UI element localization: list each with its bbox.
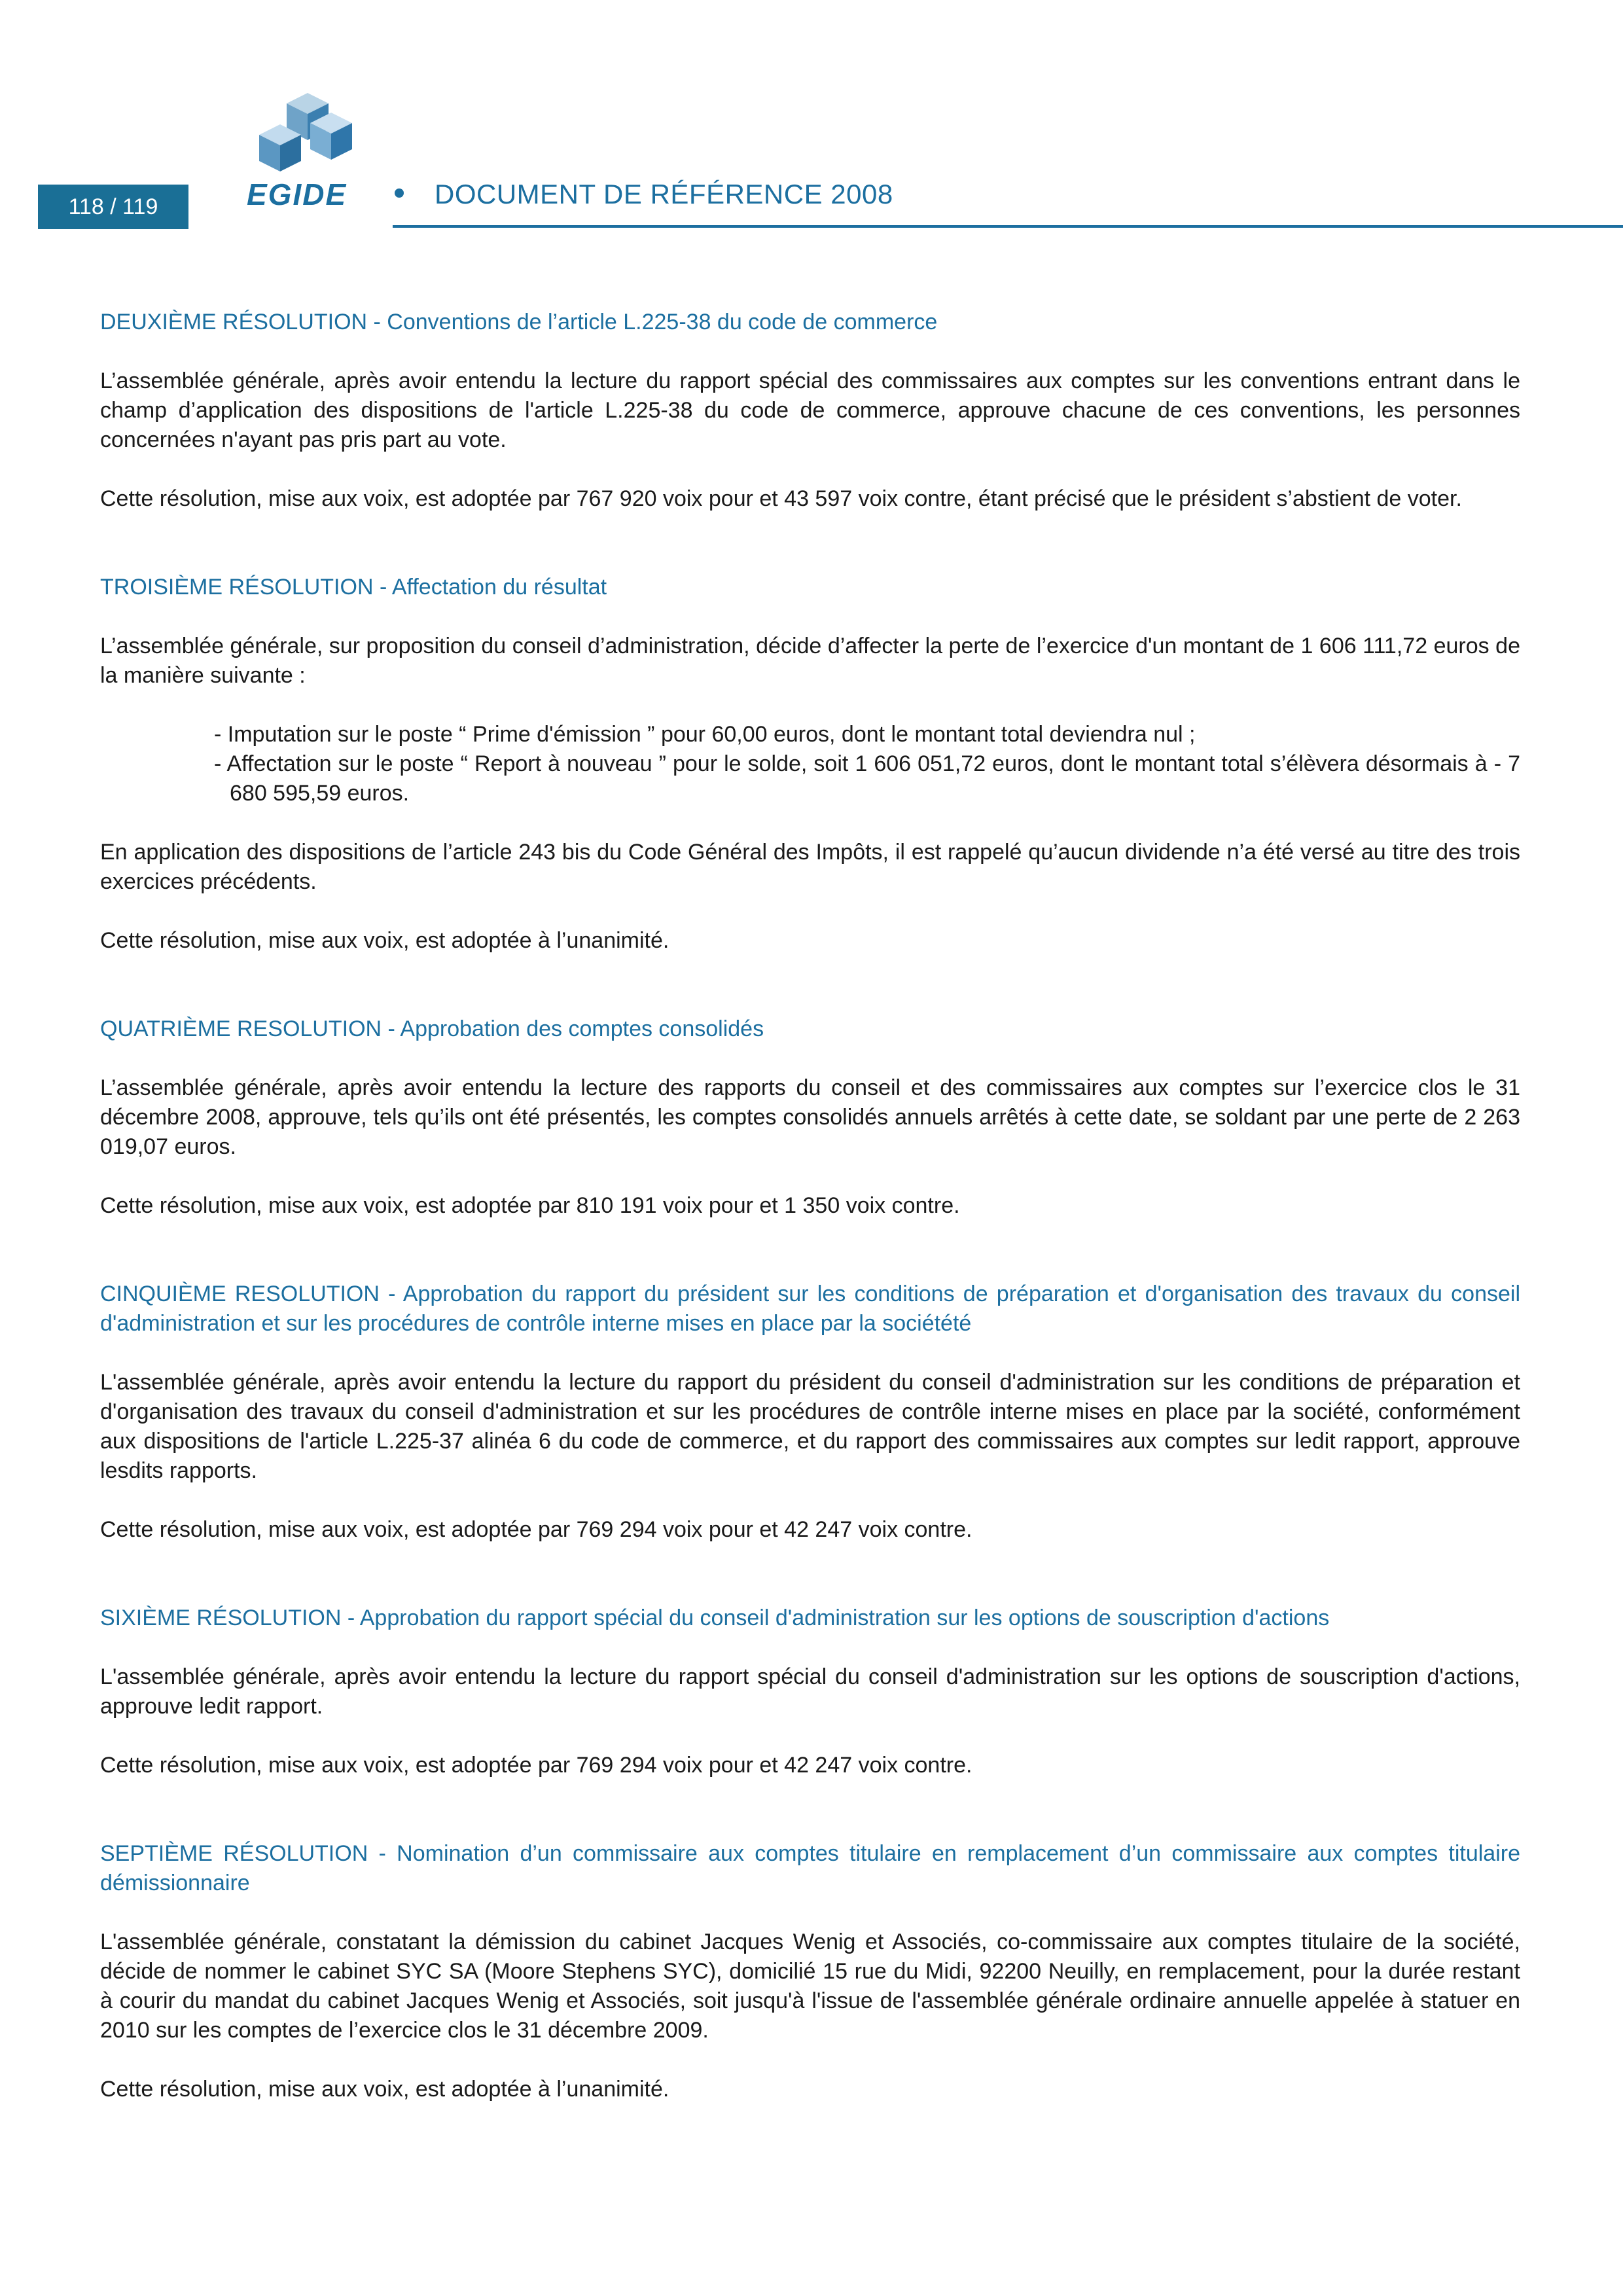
resolutions-body (100, 308, 1520, 2104)
resolution-heading: SEPTIÈME RÉSOLUTION - Nomination d’un commissaire aux comptes titulaire en remplacement d’un commissaire aux comptes titulaire démissionnaire (100, 1841, 1520, 1895)
resolution-heading: SIXIÈME RÉSOLUTION - Approbation du rapport spécial du conseil d'administration sur les options de souscription d'actions (100, 1605, 1330, 1630)
resolution-vote: Cette résolution, mise aux voix, est adoptée à l’unanimité. (100, 928, 669, 953)
resolution-heading: DEUXIÈME RÉSOLUTION - Conventions de l’article L.225-38 du code de commerce (100, 310, 938, 334)
resolution-heading: CINQUIÈME RESOLUTION - Approbation du rapport du président sur les conditions de préparation et d'organisation des travaux du conseil d'administration et sur les procédures de contrôle interne mises en place par la sociétété (100, 1282, 1520, 1336)
resolution-body: L'assemblée générale, après avoir entendu la lecture du rapport spécial du conseil d'administration sur les options de souscription d'actions, approuve ledit rapport. (100, 1664, 1520, 1719)
resolution-4 (100, 1014, 1520, 1221)
resolution-body: L'assemblée générale, constatant la démission du cabinet Jacques Wenig et Associés, co-commissaire aux comptes titulaire de la société, décide de nommer le cabinet SYC SA (Moore Stephens SYC), domicilié 15 rue du Midi, 92200 Neuilly, en remplacement, pour la durée restant à courir du mandat du cabinet Jacques Wenig et Associés, soit jusqu'à l'issue de l'assemblée générale ordinaire annuelle appelée à statuer en 2010 sur les comptes de l’exercice clos le 31 décembre 2009. (100, 1929, 1520, 2043)
header-divider (393, 225, 1623, 228)
resolution-7 (100, 1839, 1520, 2104)
resolution-vote: Cette résolution, mise aux voix, est adoptée par 769 294 voix pour et 42 247 voix contre. (100, 1517, 972, 1542)
list-item: - Imputation sur le poste “ Prime d'émission ” pour 60,00 euros, dont le montant total deviendra nul ; (214, 722, 1196, 747)
resolution-heading: TROISIÈME RÉSOLUTION - Affectation du résultat (100, 575, 607, 600)
header-bullet (395, 188, 404, 198)
resolution-vote: Cette résolution, mise aux voix, est adoptée par 810 191 voix pour et 1 350 voix contre. (100, 1193, 960, 1218)
resolution-heading: QUATRIÈME RESOLUTION - Approbation des comptes consolidés (100, 1016, 764, 1041)
resolution-2 (100, 308, 1520, 514)
document-title: DOCUMENT DE RÉFÉRENCE 2008 (435, 179, 893, 209)
allocation-list (100, 720, 1520, 808)
resolution-vote: Cette résolution, mise aux voix, est adoptée à l’unanimité. (100, 2077, 669, 2102)
resolution-body: L'assemblée générale, après avoir entendu la lecture du rapport du président du conseil d'administration sur les conditions de préparation et d'organisation des travaux du conseil d'administration et sur les procédures de contrôle interne mises en place par la société, conformément aux dispositions de l'article L.225-37 alinéa 6 du code de commerce, et du rapport des commissaires aux comptes sur ledit rapport, approuve lesdits rapports. (100, 1370, 1520, 1483)
resolution-body: L’assemblée générale, sur proposition du conseil d’administration, décide d’affecter la perte de l’exercice d'un montant de 1 606 111,72 euros de la manière suivante : (100, 634, 1520, 688)
resolution-3 (100, 573, 1520, 956)
resolution-note: En application des dispositions de l’article 243 bis du Code Général des Impôts, il est rappelé qu’aucun dividende n’a été versé au titre des trois exercices précédents. (100, 840, 1520, 894)
page-number: 118 / 119 (68, 194, 158, 219)
list-item: - Affectation sur le poste “ Report à nouveau ” pour le solde, soit 1 606 051,72 euros, dont le montant total s’élèvera désormais à - 7 680 595,59 euros. (214, 751, 1520, 806)
resolution-vote: Cette résolution, mise aux voix, est adoptée par 769 294 voix pour et 42 247 voix contre. (100, 1753, 972, 1778)
resolution-body: L’assemblée générale, après avoir entendu la lecture du rapport spécial des commissaires aux comptes sur les conventions entrant dans le champ d’application des dispositions de l'article L.225-38 du code de commerce, approuve chacune de ces conventions, les personnes concernées n'ayant pas pris part au vote. (100, 368, 1520, 452)
resolution-vote: Cette résolution, mise aux voix, est adoptée par 767 920 voix pour et 43 597 voix contre, étant précisé que le président s’abstient de voter. (100, 486, 1462, 511)
resolution-6 (100, 1604, 1520, 1780)
resolution-5 (100, 1280, 1520, 1545)
egide-wordmark: EGIDE (247, 177, 348, 211)
resolution-body: L’assemblée générale, après avoir entendu la lecture des rapports du conseil et des commissaires aux comptes sur l’exercice clos le 31 décembre 2008, approuve, tels qu’ils ont été présentés, les comptes consolidés annuels arrêtés à cette date, se soldant par une perte de 2 263 019,07 euros. (100, 1075, 1520, 1159)
page-number-tab (38, 185, 188, 229)
